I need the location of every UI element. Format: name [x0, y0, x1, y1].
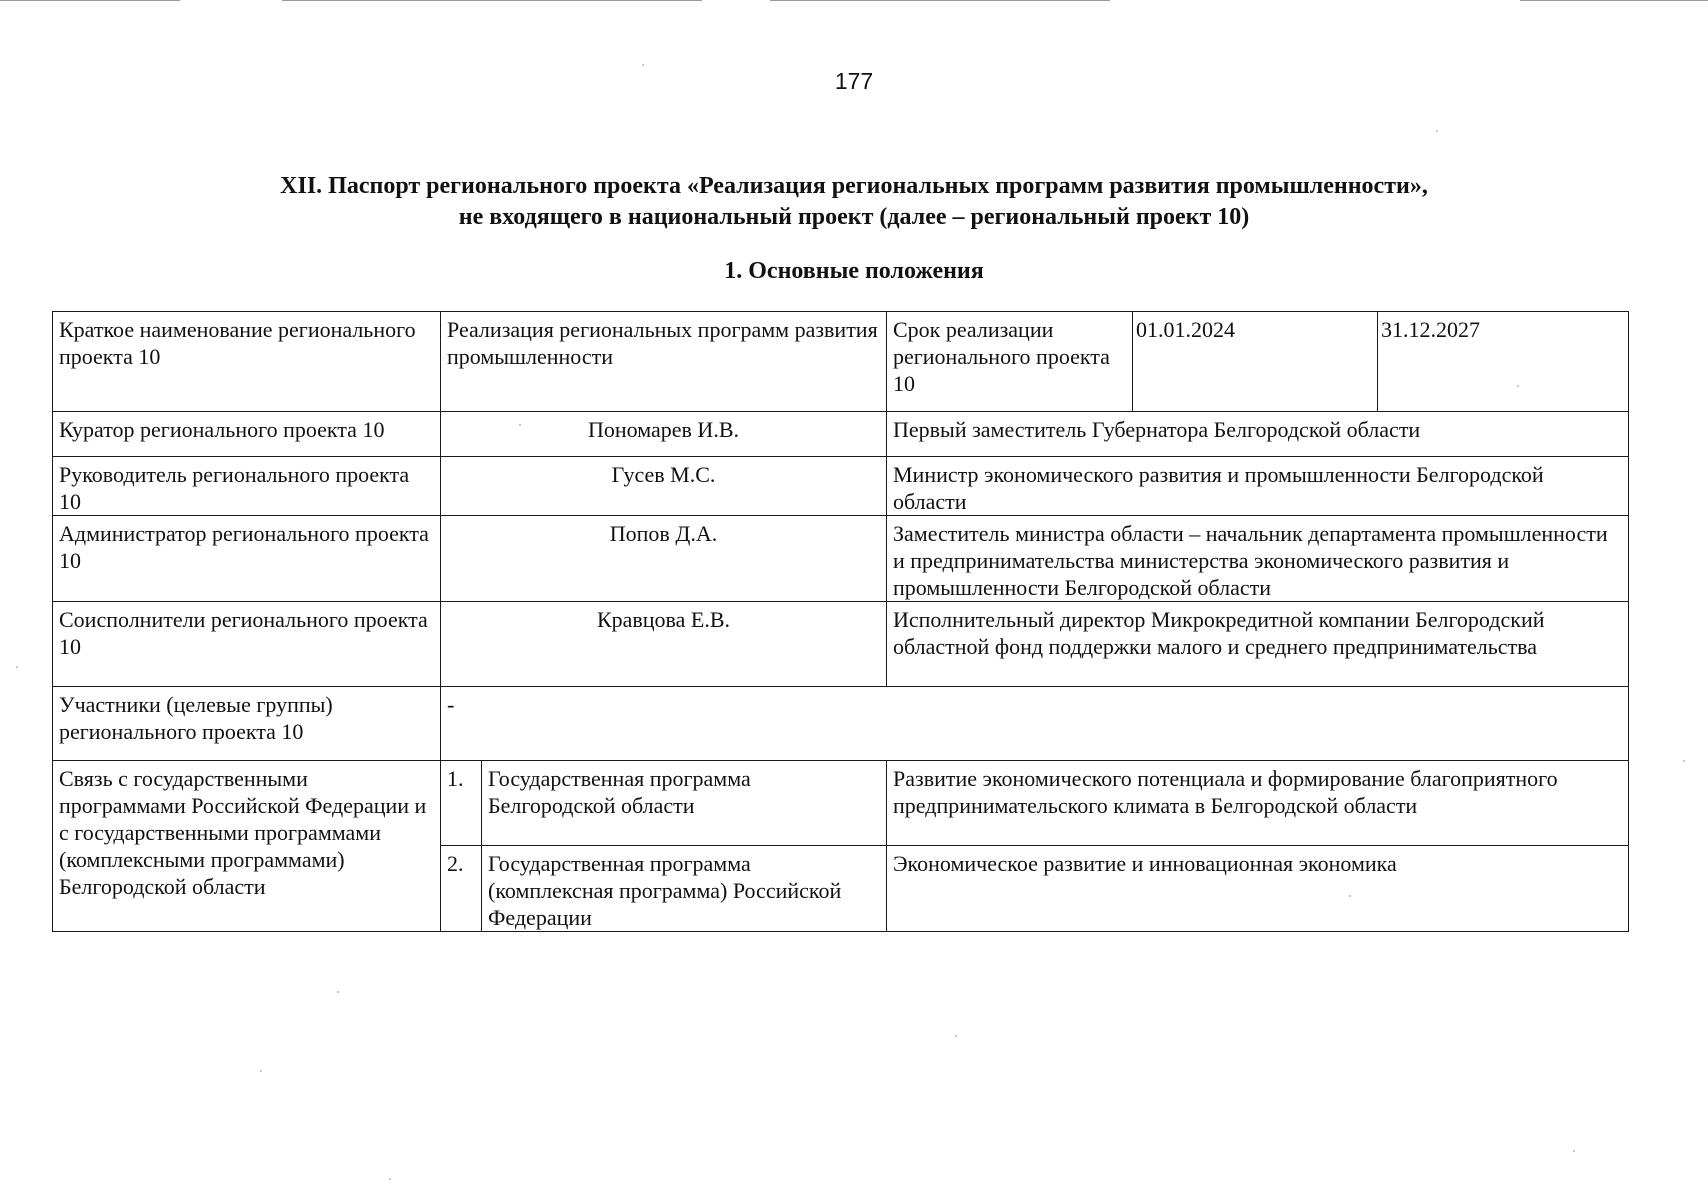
scan-speck	[337, 991, 339, 993]
table-row-short-name	[53, 312, 1629, 412]
link-label: Связь с государственными программами Российской Федерации и с государственными программами (комплексными программами) Белгородской области	[53, 761, 441, 932]
coexec-label: Соисполнители регионального проекта 10	[53, 602, 441, 687]
heading-line-1: XII. Паспорт регионального проекта «Реализация региональных программ развития промышленности»,	[280, 173, 1428, 199]
curator-position: Первый заместитель Губернатора Белгородской области	[887, 412, 1629, 457]
program-number: 1.	[441, 761, 482, 846]
scan-edge-line	[770, 0, 1110, 1]
admin-name: Попов Д.А.	[441, 516, 887, 602]
curator-label: Куратор регионального проекта 10	[53, 412, 441, 457]
program-type: Государственная программа Белгородской области	[482, 761, 887, 846]
scan-speck	[1349, 895, 1351, 897]
curator-name: Пономарев И.В.	[441, 412, 887, 457]
head-name: Гусев М.С.	[441, 457, 887, 516]
program-name: Экономическое развитие и инновационная экономика	[887, 846, 1629, 932]
page-number: 177	[834, 68, 874, 94]
scan-edge-line	[282, 0, 702, 1]
scan-speck	[642, 64, 644, 66]
program-name: Развитие экономического потенциала и формирование благоприятного предпринимательского климата в Белгородской области	[887, 761, 1629, 846]
document-heading	[40, 171, 1668, 233]
head-label: Руководитель регионального проекта 10	[53, 457, 441, 516]
scan-speck	[1517, 385, 1519, 387]
short-name-label: Краткое наименование регионального проекта 10	[53, 312, 441, 412]
program-type: Государственная программа (комплексная программа) Российской Федерации	[482, 846, 887, 932]
coexec-position: Исполнительный директор Микрокредитной компании Белгородский областной фонд поддержки малого и среднего предпринимательства	[887, 602, 1629, 687]
scan-speck	[389, 1178, 391, 1180]
table-row-admin	[53, 516, 1629, 602]
heading-line-2: не входящего в национальный проект (далее – региональный проект 10)	[458, 204, 1250, 230]
scan-speck	[260, 1070, 262, 1072]
scan-edge-line	[1520, 0, 1708, 1]
scan-edge-line	[0, 0, 180, 1]
table-row-program-1	[53, 761, 1629, 846]
scan-speck	[16, 666, 18, 668]
table-row-coexecutors	[53, 602, 1629, 687]
participants-label: Участники (целевые группы) регионального проекта 10	[53, 687, 441, 761]
scan-speck	[955, 1035, 957, 1037]
scan-speck	[1683, 760, 1685, 762]
period-start: 01.01.2024	[1133, 312, 1378, 412]
table-row-participants	[53, 687, 1629, 761]
period-end: 31.12.2027	[1378, 312, 1629, 412]
admin-label: Администратор регионального проекта 10	[53, 516, 441, 602]
period-label: Срок реализации регионального проекта 10	[887, 312, 1133, 412]
scan-speck	[519, 424, 521, 426]
table-row-curator	[53, 412, 1629, 457]
coexec-name: Кравцова Е.В.	[441, 602, 887, 687]
scan-speck	[1573, 1150, 1575, 1152]
short-name-value: Реализация региональных программ развития промышленности	[441, 312, 887, 412]
table-row-head	[53, 457, 1629, 516]
section-title: 1. Основные положения	[724, 258, 984, 284]
project-passport-table	[52, 311, 1629, 932]
admin-position: Заместитель министра области – начальник департамента промышленности и предпринимательства министерства экономического развития и промышленности Белгородской области	[887, 516, 1629, 602]
participants-value: -	[441, 687, 1629, 761]
head-position: Министр экономического развития и промышленности Белгородской области	[887, 457, 1629, 516]
program-number: 2.	[441, 846, 482, 932]
scan-speck	[1436, 130, 1438, 132]
